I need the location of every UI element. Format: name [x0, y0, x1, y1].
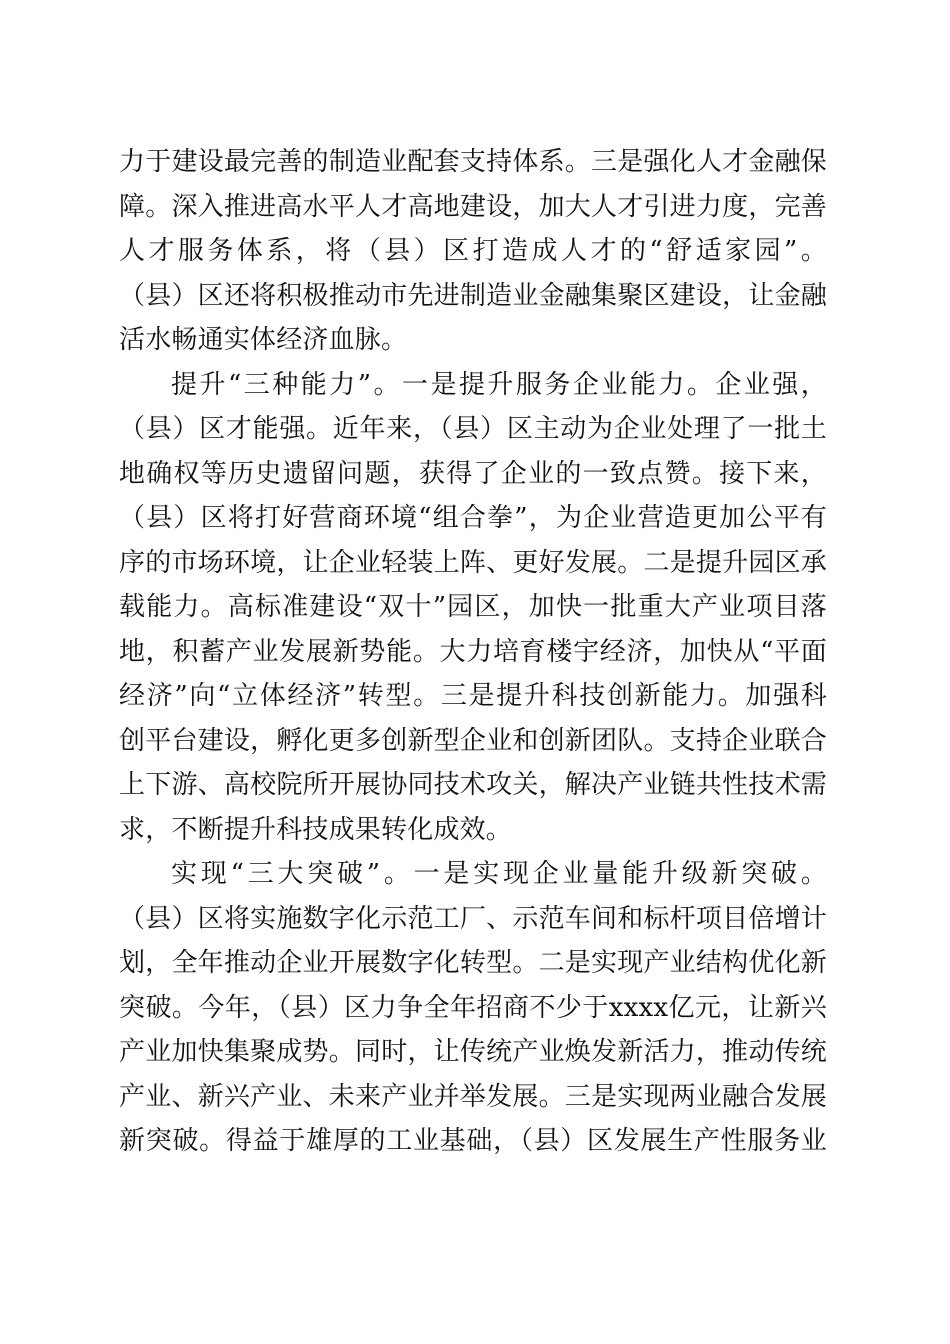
paragraph-talent-finance — [119, 140, 827, 363]
text-line: 产业加快集聚成势。同时，让传统产业焕发新活力，推动传统 — [119, 1037, 827, 1067]
body-text — [119, 140, 827, 1164]
text-line: 载能力。高标准建设“双十”园区，加快一批重大产业项目落 — [119, 592, 827, 622]
paragraph-three-abilities — [119, 363, 827, 853]
text-line: 提升“三种能力”。一是提升服务企业能力。企业强， — [171, 369, 827, 400]
text-line: （县）区还将积极推动市先进制造业金融集聚区建设，让金融 — [119, 280, 827, 311]
text-line: 上下游、高校院所开展协同技术攻关，解决产业链共性技术需 — [119, 770, 827, 800]
text-line: 地，积蓄产业发展新势能。大力培育楼宇经济，加快从“平面 — [119, 636, 827, 667]
text-line: （县）区将实施数字化示范工厂、示范车间和标杆项目倍增计 — [119, 903, 827, 934]
text-line: 实现“三大突破”。一是实现企业量能升级新突破。 — [171, 859, 827, 889]
text-line: 划，全年推动企业开展数字化转型。二是实现产业结构优化新 — [119, 948, 827, 978]
text-line: 序的市场环境，让企业轻装上阵、更好发展。二是提升园区承 — [119, 547, 827, 578]
paragraph-three-breakthroughs — [119, 852, 827, 1164]
text-line: （县）区将打好营商环境“组合拳”，为企业营造更加公平有 — [119, 503, 827, 533]
text-line: 产业、新兴产业、未来产业并举发展。三是实现两业融合发展 — [119, 1081, 827, 1112]
text-line: 突破。今年，（县）区力争全年招商不少于xxxx亿元，让新兴 — [119, 992, 827, 1023]
text-line: 新突破。得益于雄厚的工业基础，（县）区发展生产性服务业 — [119, 1126, 827, 1156]
text-line: 活水畅通实体经济血脉。 — [119, 325, 408, 355]
text-line: 经济”向“立体经济”转型。三是提升科技创新能力。加强科 — [119, 681, 827, 711]
text-line: 地确权等历史遗留问题，获得了企业的一致点赞。接下来， — [119, 458, 827, 489]
text-line: （县）区才能强。近年来，（县）区主动为企业处理了一批土 — [119, 414, 827, 444]
text-line: 创平台建设，孵化更多创新型企业和创新团队。支持企业联合 — [119, 725, 827, 756]
text-line: 障。深入推进高水平人才高地建设，加大人才引进力度，完善 — [119, 191, 827, 222]
text-line: 求，不断提升科技成果转化成效。 — [119, 814, 513, 845]
text-line: 人才服务体系，将（县）区打造成人才的“舒适家园”。 — [119, 236, 827, 266]
text-line: 力于建设最完善的制造业配套支持体系。三是强化人才金融保 — [119, 147, 827, 177]
